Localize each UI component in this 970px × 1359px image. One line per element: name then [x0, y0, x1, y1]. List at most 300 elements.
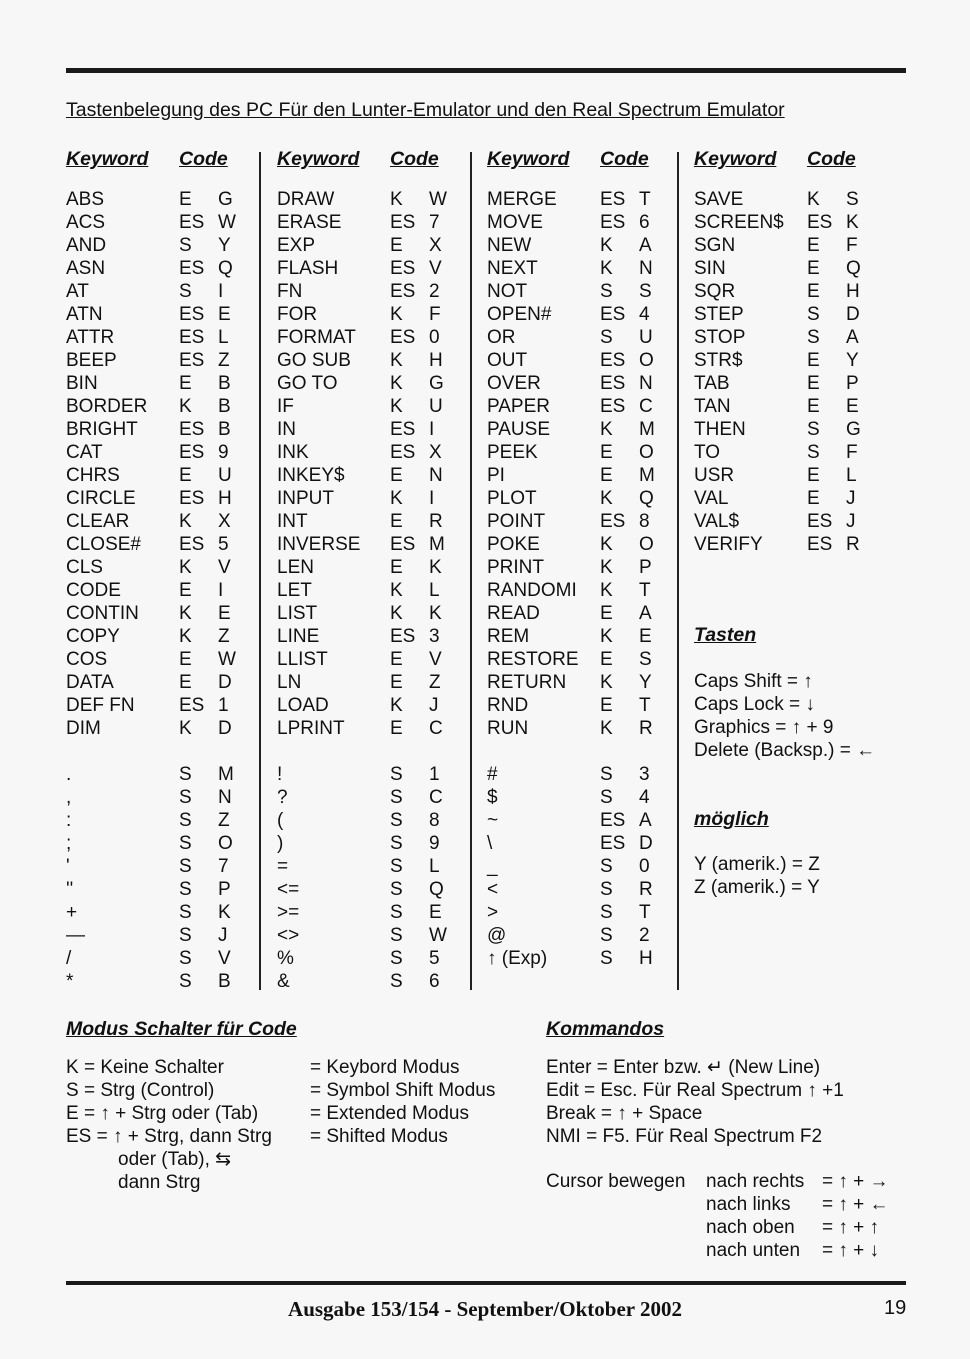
code-key: J	[218, 925, 228, 946]
keyword: READ	[487, 603, 540, 624]
code-modifier: ES	[179, 442, 205, 463]
keyword-header: Keyword	[66, 148, 149, 170]
code-modifier: ES	[807, 212, 833, 233]
keyword: DEF FN	[66, 695, 135, 716]
code-modifier: ES	[179, 350, 205, 371]
code-key: I	[218, 580, 224, 601]
cursor-direction: nach oben	[706, 1217, 795, 1238]
keyword: LN	[277, 672, 302, 693]
keyword: INPUT	[277, 488, 334, 509]
keyword: INT	[277, 511, 308, 532]
code-modifier: S	[390, 764, 403, 785]
code-modifier: ES	[600, 212, 626, 233]
code-modifier: S	[390, 856, 403, 877]
keyword: LEN	[277, 557, 314, 578]
keyword: TAN	[694, 396, 731, 417]
modus-right-line: = Keybord Modus	[310, 1057, 460, 1078]
code-key: I	[429, 419, 435, 440]
keyword: SIN	[694, 258, 726, 279]
code-key: Q	[429, 879, 444, 900]
code-key: R	[639, 718, 653, 739]
code-modifier: K	[390, 603, 403, 624]
code-key: O	[639, 442, 654, 463]
column-divider	[470, 152, 472, 990]
code-key: S	[639, 649, 652, 670]
keyword: RETURN	[487, 672, 567, 693]
code-modifier: E	[390, 235, 403, 256]
code-modifier: S	[390, 787, 403, 808]
keyword: /	[66, 948, 72, 969]
code-modifier: S	[600, 327, 613, 348]
keyword: RND	[487, 695, 529, 716]
keyword: MERGE	[487, 189, 557, 210]
code-modifier: E	[807, 373, 820, 394]
code-key: M	[218, 764, 234, 785]
code-modifier: K	[179, 718, 192, 739]
keyword: REM	[487, 626, 530, 647]
code-modifier: ES	[600, 373, 626, 394]
page-title: Tastenbelegung des PC Für den Lunter-Emulator und den Real Spectrum Emulator	[66, 99, 785, 121]
code-key: 8	[429, 810, 440, 831]
page-number: 19	[884, 1297, 907, 1319]
code-modifier: S	[600, 281, 613, 302]
cursor-keys: = ↑ + ←	[822, 1194, 889, 1215]
code-modifier: ES	[600, 304, 626, 325]
keyword: INK	[277, 442, 309, 463]
code-key: Z	[218, 350, 230, 371]
keyword: STR$	[694, 350, 743, 371]
code-key: W	[218, 212, 236, 233]
code-modifier: ES	[179, 304, 205, 325]
modus-right-line: = Extended Modus	[310, 1103, 469, 1124]
code-key: S	[639, 281, 652, 302]
kommando-line: Edit = Esc. Für Real Spectrum ↑ +1	[546, 1080, 844, 1101]
keyword: USR	[694, 465, 735, 486]
keyword: INKEY$	[277, 465, 345, 486]
keyword: ;	[66, 833, 72, 854]
keyword: OPEN#	[487, 304, 552, 325]
keyword: VAL$	[694, 511, 740, 532]
keyword: INVERSE	[277, 534, 361, 555]
cursor-direction: nach links	[706, 1194, 791, 1215]
modus-left-line: S = Strg (Control)	[66, 1080, 215, 1101]
code-modifier: ES	[600, 350, 626, 371]
code-modifier: ES	[390, 212, 416, 233]
code-modifier: E	[179, 189, 192, 210]
keyword: LET	[277, 580, 312, 601]
code-key: 4	[639, 787, 650, 808]
code-key: Z	[218, 626, 230, 647]
keyword: PRINT	[487, 557, 544, 578]
code-modifier: ES	[600, 833, 626, 854]
code-modifier: S	[179, 810, 192, 831]
keyword: !	[277, 764, 283, 785]
keyword: STEP	[694, 304, 744, 325]
keyword: AND	[66, 235, 107, 256]
code-modifier: K	[807, 189, 820, 210]
keyword: SCREEN$	[694, 212, 784, 233]
keyword: DATA	[66, 672, 114, 693]
keyword: PAPER	[487, 396, 551, 417]
code-modifier: S	[179, 879, 192, 900]
code-key: I	[429, 488, 435, 509]
code-key: 9	[218, 442, 229, 463]
code-key: 7	[429, 212, 440, 233]
code-modifier: S	[600, 764, 613, 785]
keyword: ?	[277, 787, 288, 808]
kommandos-heading: Kommandos	[546, 1018, 665, 1040]
code-key: Q	[846, 258, 861, 279]
code-key: Y	[218, 235, 231, 256]
keyword: IN	[277, 419, 296, 440]
cursor-label: Cursor bewegen	[546, 1171, 686, 1192]
keyword: CAT	[66, 442, 103, 463]
code-modifier: E	[807, 488, 820, 509]
keyword: )	[277, 833, 284, 854]
code-key: T	[639, 695, 651, 716]
code-modifier: S	[600, 902, 613, 923]
code-modifier: S	[390, 833, 403, 854]
keyword: FLASH	[277, 258, 339, 279]
keyword: THEN	[694, 419, 746, 440]
code-modifier: K	[390, 304, 403, 325]
code-modifier: S	[600, 787, 613, 808]
code-key: Y	[846, 350, 859, 371]
code-modifier: S	[390, 902, 403, 923]
code-key: O	[639, 350, 654, 371]
keyword: CODE	[66, 580, 121, 601]
modus-left-line: dann Strg	[118, 1172, 201, 1193]
code-key: L	[429, 580, 440, 601]
code-modifier: K	[179, 511, 192, 532]
keyword: >=	[277, 902, 300, 923]
code-key: H	[429, 350, 443, 371]
code-key: E	[846, 396, 859, 417]
code-modifier: E	[390, 672, 403, 693]
code-modifier: K	[390, 189, 403, 210]
code-modifier: K	[390, 580, 403, 601]
code-key: G	[846, 419, 861, 440]
keyword: OVER	[487, 373, 541, 394]
code-modifier: ES	[179, 488, 205, 509]
code-key: 5	[429, 948, 440, 969]
keyword: IF	[277, 396, 294, 417]
keyword: LPRINT	[277, 718, 345, 739]
keyword: SQR	[694, 281, 736, 302]
code-modifier: K	[390, 488, 403, 509]
keyword: CHRS	[66, 465, 120, 486]
code-modifier: ES	[390, 258, 416, 279]
keyword: '	[66, 856, 70, 877]
code-modifier: E	[807, 396, 820, 417]
code-key: K	[846, 212, 859, 233]
code-key: K	[429, 603, 442, 624]
code-key: 1	[218, 695, 229, 716]
keyword: LLIST	[277, 649, 328, 670]
code-modifier: E	[390, 511, 403, 532]
code-key: 5	[218, 534, 229, 555]
keyword: PI	[487, 465, 505, 486]
top-rule	[66, 68, 906, 73]
keyword: FORMAT	[277, 327, 356, 348]
code-modifier: S	[807, 419, 820, 440]
keyword: +	[66, 902, 78, 923]
keyword: POKE	[487, 534, 540, 555]
code-key: 3	[639, 764, 650, 785]
code-modifier: K	[179, 396, 192, 417]
footer-issue: Ausgabe 153/154 - September/Oktober 2002	[288, 1297, 682, 1321]
keyword: —	[66, 925, 85, 946]
code-key: R	[846, 534, 860, 555]
keyword: LIST	[277, 603, 318, 624]
code-modifier: E	[807, 235, 820, 256]
code-key: P	[846, 373, 859, 394]
code-modifier: ES	[179, 695, 205, 716]
code-modifier: E	[179, 373, 192, 394]
keyword: &	[277, 971, 290, 992]
code-modifier: K	[600, 718, 613, 739]
code-key: A	[639, 810, 652, 831]
code-key: W	[218, 649, 236, 670]
keyword: RANDOMI	[487, 580, 577, 601]
keyword: AT	[66, 281, 89, 302]
keyword: CIRCLE	[66, 488, 136, 509]
code-key: Z	[429, 672, 441, 693]
code-key: A	[639, 603, 652, 624]
code-key: 4	[639, 304, 650, 325]
code-modifier: S	[179, 925, 192, 946]
keyword: CLEAR	[66, 511, 130, 532]
keyword: CLS	[66, 557, 103, 578]
keyword: ''	[66, 879, 74, 900]
code-key: L	[218, 327, 229, 348]
code-modifier: S	[179, 902, 192, 923]
code-modifier: S	[390, 810, 403, 831]
code-modifier: ES	[179, 258, 205, 279]
code-modifier: ES	[390, 442, 416, 463]
code-modifier: ES	[390, 419, 416, 440]
keyword: STOP	[694, 327, 746, 348]
code-key: D	[218, 672, 232, 693]
code-key: B	[218, 373, 231, 394]
code-modifier: S	[179, 281, 192, 302]
code-key: Y	[639, 672, 652, 693]
code-key: B	[218, 396, 231, 417]
code-key: T	[639, 580, 651, 601]
code-key: M	[429, 534, 445, 555]
keyword: CLOSE#	[66, 534, 141, 555]
bottom-rule	[66, 1281, 906, 1285]
cursor-keys: = ↑ + ↑	[822, 1217, 880, 1238]
keyword: :	[66, 810, 72, 831]
code-key: 9	[429, 833, 440, 854]
keyword: NEXT	[487, 258, 538, 279]
code-modifier: E	[179, 465, 192, 486]
code-key: C	[639, 396, 653, 417]
code-key: Z	[218, 810, 230, 831]
code-modifier: S	[600, 856, 613, 877]
code-modifier: K	[600, 534, 613, 555]
code-modifier: S	[390, 948, 403, 969]
code-key: T	[639, 189, 651, 210]
code-modifier: E	[807, 465, 820, 486]
code-modifier: ES	[390, 327, 416, 348]
code-key: A	[639, 235, 652, 256]
code-modifier: K	[600, 580, 613, 601]
code-modifier: ES	[807, 511, 833, 532]
keyword: COPY	[66, 626, 120, 647]
keyword: ↑ (Exp)	[487, 948, 548, 969]
code-key: J	[846, 511, 856, 532]
code-key: M	[639, 419, 655, 440]
code-modifier: E	[390, 718, 403, 739]
modus-left-line: oder (Tab), ⇆	[118, 1149, 232, 1170]
code-modifier: E	[179, 580, 192, 601]
modus-left-line: E = ↑ + Strg oder (Tab)	[66, 1103, 259, 1124]
keyword: PLOT	[487, 488, 537, 509]
keyword: COS	[66, 649, 108, 670]
code-key: X	[429, 442, 442, 463]
code-modifier: K	[390, 350, 403, 371]
column-divider	[259, 152, 261, 990]
code-modifier: E	[600, 442, 613, 463]
code-modifier: ES	[600, 511, 626, 532]
code-key: D	[639, 833, 653, 854]
code-modifier: S	[179, 787, 192, 808]
code-key: 0	[639, 856, 650, 877]
keyword: *	[66, 971, 74, 992]
keyword: ATTR	[66, 327, 115, 348]
code-modifier: S	[807, 304, 820, 325]
modus-left-line: ES = ↑ + Strg, dann Strg	[66, 1126, 272, 1147]
keyword: .	[66, 764, 72, 785]
code-modifier: E	[390, 557, 403, 578]
keyword: CONTIN	[66, 603, 139, 624]
code-modifier: S	[179, 235, 192, 256]
keyword: (	[277, 810, 284, 831]
keyword: BIN	[66, 373, 98, 394]
code-key: F	[846, 442, 858, 463]
code-key: J	[846, 488, 856, 509]
modus-right-line: = Shifted Modus	[310, 1126, 448, 1147]
code-key: U	[218, 465, 232, 486]
code-modifier: S	[600, 948, 613, 969]
code-key: W	[429, 925, 447, 946]
code-key: B	[218, 419, 231, 440]
code-modifier: ES	[807, 534, 833, 555]
code-key: B	[218, 971, 231, 992]
code-key: W	[429, 189, 447, 210]
keyword: _	[487, 856, 498, 877]
code-key: N	[218, 787, 232, 808]
code-modifier: E	[600, 465, 613, 486]
cursor-direction: nach rechts	[706, 1171, 805, 1192]
code-modifier: K	[600, 626, 613, 647]
code-modifier: S	[600, 925, 613, 946]
code-key: Q	[639, 488, 654, 509]
code-key: O	[218, 833, 233, 854]
code-modifier: K	[600, 488, 613, 509]
keyword: LINE	[277, 626, 320, 647]
code-modifier: E	[600, 695, 613, 716]
code-modifier: E	[390, 465, 403, 486]
keyword: >	[487, 902, 499, 923]
keyword: ERASE	[277, 212, 342, 233]
code-modifier: S	[390, 925, 403, 946]
code-modifier: K	[600, 557, 613, 578]
code-modifier: S	[179, 948, 192, 969]
code-modifier: E	[807, 350, 820, 371]
code-key: G	[218, 189, 233, 210]
code-key: 0	[429, 327, 440, 348]
code-modifier: ES	[179, 419, 205, 440]
cursor-keys: = ↑ + ↓	[822, 1240, 880, 1261]
code-key: 6	[639, 212, 650, 233]
code-modifier: K	[390, 695, 403, 716]
code-key: M	[639, 465, 655, 486]
code-modifier: S	[390, 971, 403, 992]
keyword: TAB	[694, 373, 730, 394]
code-modifier: ES	[600, 189, 626, 210]
code-modifier: K	[600, 672, 613, 693]
code-key: 7	[218, 856, 229, 877]
keyword: ABS	[66, 189, 105, 210]
code-header: Code	[390, 148, 439, 170]
code-modifier: K	[179, 603, 192, 624]
keyword: PAUSE	[487, 419, 551, 440]
tasten-heading: Tasten	[694, 624, 757, 646]
code-modifier: K	[600, 258, 613, 279]
code-key: V	[218, 557, 231, 578]
code-modifier: S	[179, 764, 192, 785]
code-key: C	[429, 718, 443, 739]
code-header: Code	[600, 148, 649, 170]
code-key: V	[429, 258, 442, 279]
keyword: <>	[277, 925, 300, 946]
code-key: F	[846, 235, 858, 256]
code-key: L	[429, 856, 440, 877]
code-key: Q	[218, 258, 233, 279]
code-key: G	[429, 373, 444, 394]
tasten-line: Caps Shift = ↑	[694, 671, 813, 692]
code-modifier: ES	[179, 534, 205, 555]
column-divider	[677, 152, 679, 990]
tasten-line: Graphics = ↑ + 9	[694, 717, 834, 738]
code-header: Code	[807, 148, 856, 170]
code-key: S	[846, 189, 859, 210]
code-modifier: ES	[179, 212, 205, 233]
code-modifier: E	[390, 649, 403, 670]
keyword: OR	[487, 327, 516, 348]
code-modifier: K	[390, 396, 403, 417]
keyword: MOVE	[487, 212, 543, 233]
code-modifier: K	[390, 373, 403, 394]
code-key: 2	[639, 925, 650, 946]
code-modifier: S	[807, 442, 820, 463]
code-modifier: K	[179, 626, 192, 647]
code-modifier: E	[807, 281, 820, 302]
code-key: K	[218, 902, 231, 923]
code-key: E	[218, 603, 231, 624]
code-key: D	[218, 718, 232, 739]
keyword-header: Keyword	[487, 148, 570, 170]
code-key: H	[846, 281, 860, 302]
code-modifier: S	[600, 879, 613, 900]
keyword: RUN	[487, 718, 529, 739]
code-modifier: S	[390, 879, 403, 900]
keyword: DIM	[66, 718, 101, 739]
code-key: E	[218, 304, 231, 325]
